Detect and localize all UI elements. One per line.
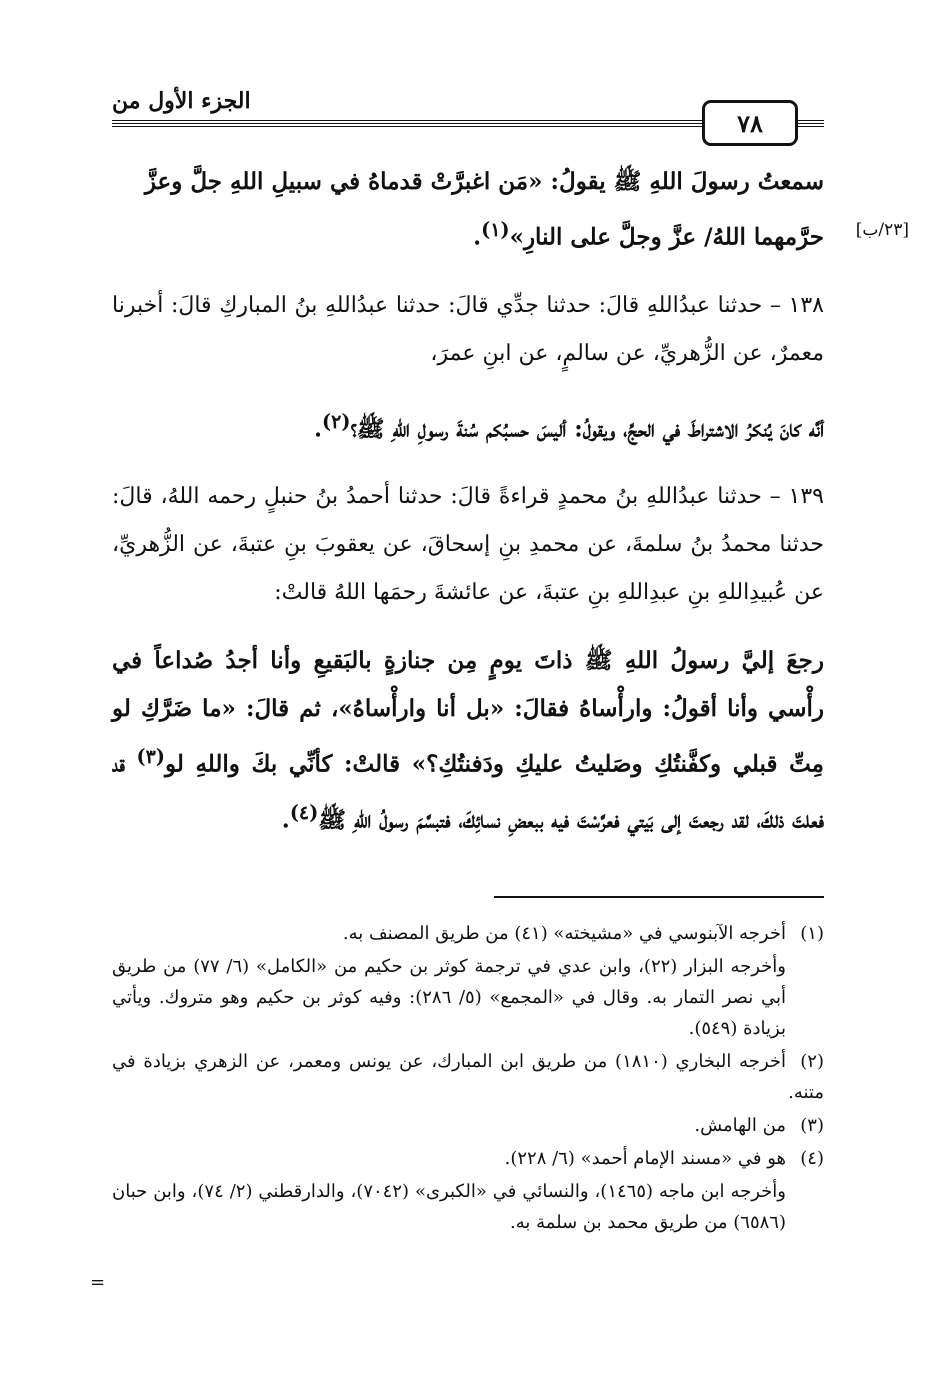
hadith-text-137: سمعتُ رسولَ اللهِ ﷺ يقولُ: «مَن اغبرَّتْ قدماهُ في سبيلِ اللهِ جلَّ وعزَّ حرَّمهما اللهُ/ عزَّ وجلَّ على النارِ»$^{(١)}$. [٢٣/ب] [112,158,824,262]
footnote-2 [112,1046,824,1108]
isnad-139: ١٣٩ – حدثنا عبدُاللهِ بنُ محمدٍ قراءةً قالَ: حدثنا أحمدُ بنُ حنبلٍ رحمه اللهُ، قالَ: حدثنا محمدُ بنُ سلمةَ، عن محمدِ بنِ إسحاقَ، عن يعقوبَ بنِ عتبةَ، عن الزُّهريِّ، عن عُبيدِاللهِ بنِ عبدِاللهِ بنِ عتبةَ، عن عائشةَ رحمَها اللهُ قالتْ: [112,484,824,606]
footnote-number: (٣) [800,1115,824,1136]
header-title: الجزء الأول من [112,88,251,114]
footnote-ref[interactable]: (١) [481,218,510,241]
footnote-ref[interactable]: (٢) [322,409,351,433]
hadith-139-part1: رجعَ إليَّ رسولُ اللهِ ﷺ ذاتَ يومٍ مِن جنازةٍ بالبَقيعِ وأنا أجدُ صُداعاً في رأْسي وأنا أقولُ: وارأْساهُ فقالَ: «بل أنا وارأْساهُ»، ثم قالَ: «ما ضَرَّكِ لو مِتِّ قبلي وكفَّنتُكِ وصَليتُ عليكِ ودَفنتُكِ؟» قالتْ: كأنِّي بكَ واللهِ لو [112,647,824,778]
footnote-4 [112,1143,824,1174]
isnad-138: ١٣٨ – حدثنا عبدُاللهِ قالَ: حدثنا جدِّي قالَ: حدثنا عبدُاللهِ بنُ المباركِ قالَ: أخبرنا معمرٌ، عن الزُّهريِّ، عن سالمٍ، عن ابنِ عمرَ، [112,292,824,366]
hadith-text-138: أنَّه كانَ يُنكرُ الاشتراطَ في الحجِّ، ويقولُ: أليسَ حسبُكم سُنةَ رسولِ اللهِ ﷺ؟$^{(٢)}$. [313,409,824,443]
footnote-number: (٤) [800,1148,824,1169]
main-text [112,158,909,865]
continuation-mark: = [90,1272,106,1293]
footnote-number: (١) [800,923,824,944]
manuscript-folio-marker: [٢٣/ب] [855,220,909,240]
footnote-ref[interactable]: (٣) [136,745,165,769]
footnote-4-continuation: وأخرجه ابن ماجه (١٤٦٥)، والنسائي في «الكبرى» (٧٠٤٢)، والدارقطني (٢/ ٧٤)، وابن حبان (٦٥٨٦) من طريق محمد بن سلمة به. [112,1181,786,1233]
footnote-separator [494,896,824,898]
page-number: ٧٨ [702,100,798,146]
footnote-number: (٢) [800,1051,824,1072]
footnote-text: هو في «مسند الإمام أحمد» (٦/ ٢٢٨). [504,1148,786,1169]
hadith-138-text: أنَّه كانَ يُنكرُ الاشتراطَ في الحجِّ، ويقولُ: أليسَ حسبُكم سُنةَ رسولِ اللهِ ﷺ؟ [350,415,824,443]
page-header [112,88,824,158]
footnote-text: من الهامش. [694,1115,786,1136]
footnote-1 [112,918,824,949]
footnotes [112,918,824,1240]
hadith-139-part2: قد فعلتَ ذلكَ، لقد رجعتَ إلى بَيتي فعرَّسْتَ فيه ببعضِ نسائِكَ، فتبسَّمَ رسولُ اللهِ ﷺ [112,750,824,834]
hadith-137-line1: سمعتُ رسولَ اللهِ ﷺ يقولُ: «مَن اغبرَّتْ قدماهُ في سبيلِ اللهِ جلَّ وعزَّ [144,168,824,195]
footnote-text: أخرجه الآبنوسي في «مشيخته» (٤١) من طريق المصنف به. [342,923,786,944]
footnote-text: أخرجه البخاري (١٨١٠) من طريق ابن المبارك، عن يونس ومعمر، عن الزهري بزيادة في متنه. [112,1051,824,1103]
hadith-text-139: رجعَ إليَّ رسولُ اللهِ ﷺ ذاتَ يومٍ مِن جنازةٍ بالبَقيعِ وأنا أجدُ صُداعاً في رأْسي وأنا أقولُ: وارأْساهُ فقالَ: «بل أنا وارأْساهُ»، ثم قالَ: «ما ضَرَّكِ لو مِتِّ قبلي وكفَّنتُكِ وصَليتُ عليكِ ودَفنتُكِ؟» قالتْ: كأنِّي بكَ واللهِ لو$^{(٣)}$ قد فعلتَ ذلكَ، لقد رجعتَ إلى بَيتي فعرَّسْتَ فيه ببعضِ نسائِكَ، فتبسَّمَ رسولُ اللهِ ﷺ$^{(٤)}$. [112,647,824,834]
footnote-1-continuation: وأخرجه البزار (٢٢)، وابن عدي في ترجمة كوثر بن حكيم من «الكامل» (٦/ ٧٧) من طريق أبي نصر التمار به. وقال في «المجمع» (٥/ ٢٨٦): وفيه كوثر بن حكيم وهو متروك. ويأتي بزيادة (٥٤٩). [112,956,786,1039]
footnote-3 [112,1110,824,1141]
footnote-ref[interactable]: (٤) [289,800,319,824]
hadith-137-line2: حرَّمهما اللهُ/ عزَّ وجلَّ على النارِ» [509,223,824,251]
